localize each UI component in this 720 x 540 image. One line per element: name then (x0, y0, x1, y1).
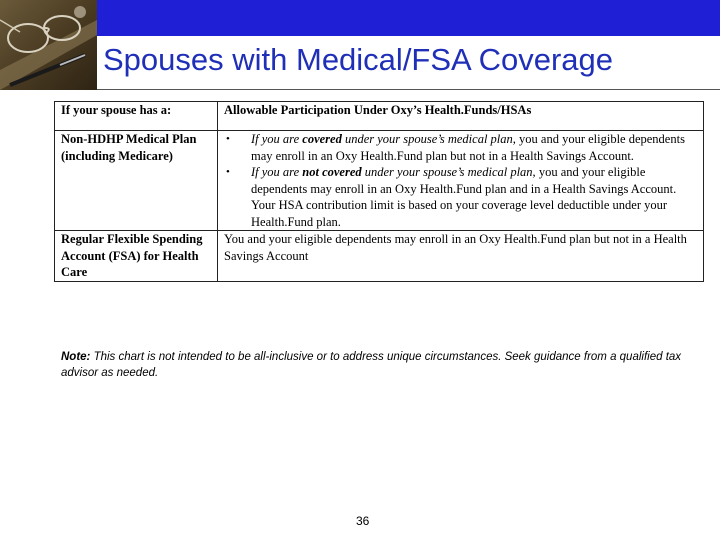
list-item: • If you are covered under your spouse’s medical plan, you and your eligible dependents may enroll in an Oxy Health.Fund plan but not in a Health Savings Account. (226, 132, 685, 163)
row-label: Regular Flexible Spending Account (FSA) for Health Care (55, 231, 218, 282)
table-row (55, 231, 704, 282)
page-number: 36 (356, 514, 370, 528)
corner-photo (0, 0, 97, 90)
coverage-table (54, 101, 704, 282)
list-item: • If you are not covered under your spouse’s medical plan, you and your eligible dependents may enroll in an Oxy Health.Fund plan and in a Health Savings Account. Your HSA contribution limit is based on your coverage level deductible under your Health.Fund plan. (226, 165, 677, 229)
table-header-cell: Allowable Participation Under Oxy’s Health.Funds/HSAs (218, 102, 704, 131)
table-header-cell: If your spouse has a: (55, 102, 218, 131)
bullet-list (224, 131, 697, 230)
table-header-row (55, 102, 704, 131)
bullet-icon: • (226, 133, 230, 145)
table-row (55, 131, 704, 231)
slide-title: Spouses with Medical/FSA Coverage (103, 42, 614, 77)
glasses-and-pen-image (0, 0, 97, 90)
title-divider (97, 89, 720, 90)
row-label: Non-HDHP Medical Plan (including Medicare) (55, 131, 218, 231)
disclaimer-note: Note: This chart is not intended to be all-inclusive or to address unique circumstances. Seek guidance from a qualified tax advisor as needed. (61, 351, 682, 379)
bullet-icon: • (226, 166, 230, 178)
header-accent-bar (97, 0, 720, 36)
row-details (218, 131, 704, 231)
row-details: You and your eligible dependents may enroll in an Oxy Health.Fund plan but not in a Health Savings Account (218, 231, 704, 282)
